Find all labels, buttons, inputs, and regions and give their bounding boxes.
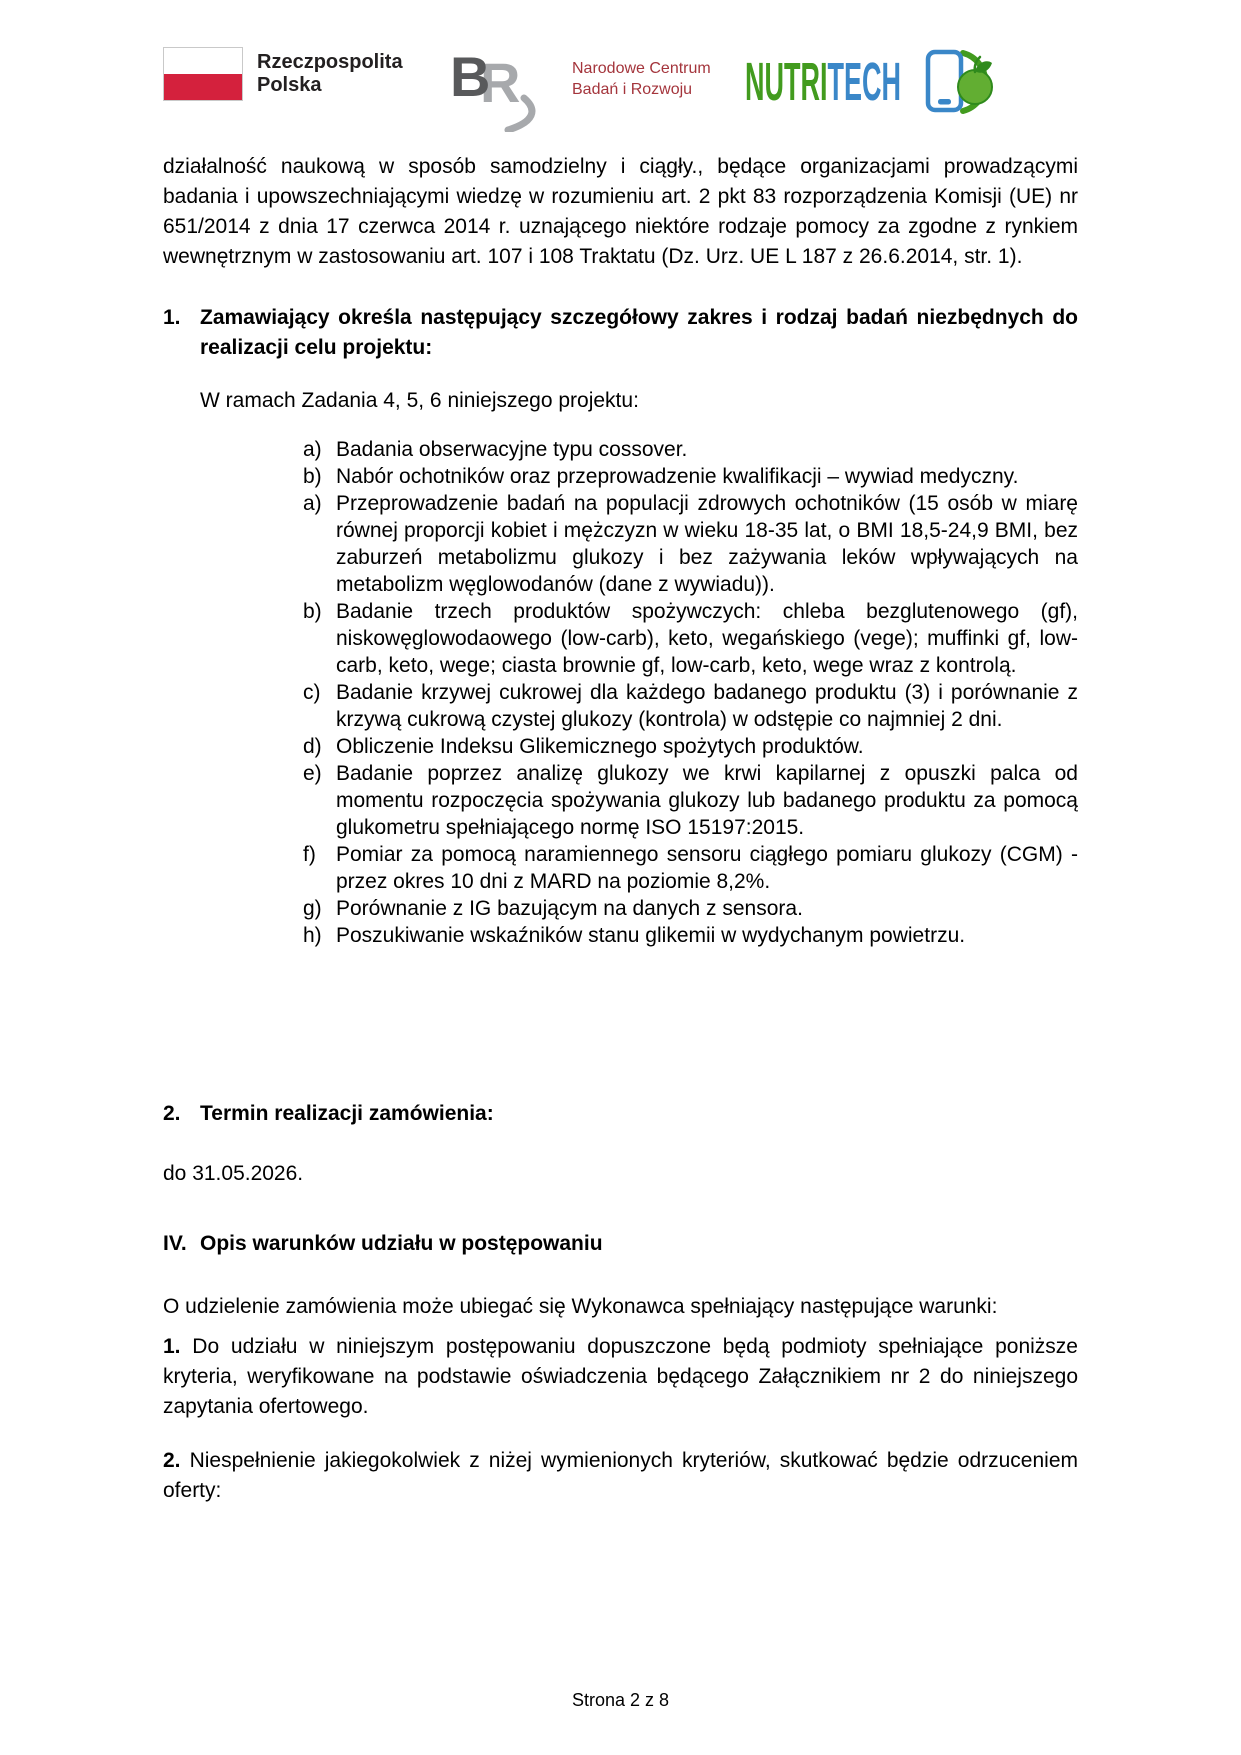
- list-item-marker: d): [303, 735, 322, 758]
- section2-number: 2.: [163, 1102, 181, 1125]
- list-item: [303, 436, 1078, 463]
- document-body: [163, 0, 1078, 1506]
- list-item-marker: e): [303, 762, 322, 785]
- list-item: [303, 760, 1078, 841]
- intro-paragraph: działalność naukową w sposób samodzielny i ciągły., będące organizacjami prowadzącymi badania i upowszechniającymi wiedzę w rozumieniu art. 2 pkt 83 rozporządzenia Komisji (UE) nr 651/2014 z dnia 17 czerwca 2014 r. uznającego niektóre rodzaje pomocy za zgodne z rynkiem wewnętrznym w zastosowaniu art. 107 i 108 Traktatu (Dz. Urz. UE L 187 z 26.6.2014, str. 1).: [163, 155, 1078, 268]
- list-item-marker: a): [303, 438, 322, 461]
- page-number-label: Strona 2 z 8: [571, 1690, 670, 1710]
- section2-title: Termin realizacji zamówienia:: [200, 1102, 494, 1125]
- list-item: [303, 598, 1078, 679]
- list-item: [303, 679, 1078, 733]
- section1-number: 1.: [163, 306, 181, 329]
- section2-heading: [163, 1099, 1078, 1129]
- list-item-text: Porównanie z IG bazującym na danych z sensora.: [336, 897, 803, 920]
- list-item-text: Nabór ochotników oraz przeprowadzenie kwalifikacji – wywiad medyczny.: [336, 465, 1019, 488]
- section1-title: Zamawiający określa następujący szczegółowy zakres i rodzaj badań niezbędnych do realizacji celu projektu:: [200, 306, 1078, 359]
- list-item-text: Przeprowadzenie badań na populacji zdrowych ochotników (15 osób w miarę równej proporcji kobiet i mężczyzn w wieku 18-35 lat, o BMI 18,5-24,9 BMI, bez zaburzeń metabolizmu glukozy i bez zażywania leków wpływających na metabolizm węglowodanów (dane z wywiadu)).: [336, 492, 1078, 596]
- list-item: [303, 895, 1078, 922]
- list-item-text: Badanie krzywej cukrowej dla każdego badanego produktu (3) i porównanie z krzywą cukrową czystej glukozy (kontrola) w odstępie co najmniej 2 dni.: [336, 681, 1078, 731]
- list-item: [303, 841, 1078, 895]
- section4-point2: [163, 1446, 1078, 1506]
- svg-text:B: B: [450, 45, 491, 108]
- list-item-text: Pomiar za pomocą naramiennego sensoru ciągłego pomiaru glukozy (CGM) - przez okres 10 dni z MARD na poziomie 8,2%.: [336, 843, 1078, 893]
- section4-title: Opis warunków udziału w postępowaniu: [200, 1232, 603, 1255]
- ncbr-logo-line2: Badań i Rozwoju: [572, 81, 693, 98]
- point1-number: 1.: [163, 1335, 181, 1358]
- list-item-text: Obliczenie Indeksu Glikemicznego spożytych produktów.: [336, 735, 864, 758]
- list-item-marker: b): [303, 465, 322, 488]
- section1-subtitle: W ramach Zadania 4, 5, 6 niniejszego projektu:: [200, 389, 639, 412]
- section4-intro: O udzielenie zamówienia może ubiegać się Wykonawca spełniający następujące warunki:: [163, 1295, 998, 1318]
- section1-heading: [163, 303, 1078, 363]
- list-item-marker: b): [303, 600, 322, 623]
- section4-point1: [163, 1332, 1078, 1422]
- list-item: [303, 490, 1078, 598]
- list-item: [303, 733, 1078, 760]
- list-item-text: Badanie poprzez analizę glukozy we krwi kapilarnej z opuszki palca od momentu rozpoczęcia spożywania glukozy lub badanego produktu za pomocą glukometru spełniającego normę ISO 15197:2015.: [336, 762, 1078, 839]
- list-item-text: Poszukiwanie wskaźników stanu glikemii w wydychanym powietrzu.: [336, 924, 966, 947]
- svg-text:R: R: [480, 51, 521, 114]
- page-footer: [163, 1690, 1078, 1711]
- poland-logo-line1: Rzeczpospolita: [257, 51, 403, 73]
- point2-text: Niespełnienie jakiegokolwiek z niżej wymienionych kryteriów, skutkować będzie odrzuceniem oferty:: [163, 1449, 1078, 1502]
- nutritech-nutri-label: NUTRI: [745, 52, 828, 112]
- list-item-text: Badania obserwacyjne typu cossover.: [336, 438, 688, 461]
- list-item: [303, 922, 1078, 949]
- nutritech-tech-label: TECH: [827, 52, 901, 112]
- list-item-marker: g): [303, 897, 322, 920]
- list-item-marker: c): [303, 681, 321, 704]
- deadline-text: do 31.05.2026.: [163, 1162, 304, 1185]
- point2-number: 2.: [163, 1449, 181, 1472]
- list-item-marker: f): [303, 843, 316, 866]
- section4-heading: [163, 1229, 1078, 1259]
- section4-number: IV.: [163, 1232, 187, 1255]
- list-item-text: Badanie trzech produktów spożywczych: chleba bezglutenowego (gf), niskowęglowodaowego (low-carb), keto, wegańskiego (vege); muffinki gf, low-carb, keto, wege; ciasta brownie gf, low-carb, keto, wege wraz z kontrolą.: [336, 600, 1078, 677]
- ncbr-logo-line1: Narodowe Centrum: [572, 60, 711, 77]
- list-item: [303, 463, 1078, 490]
- task-list: [303, 436, 1078, 949]
- list-item-marker: h): [303, 924, 322, 947]
- poland-logo-line2: Polska: [257, 74, 322, 96]
- point1-text: Do udziału w niniejszym postępowaniu dopuszczone będą podmioty spełniające poniższe kryteria, weryfikowane na podstawie oświadczenia będącego Załącznikiem nr 2 do niniejszego zapytania ofertowego.: [163, 1335, 1078, 1418]
- list-item-marker: a): [303, 492, 322, 515]
